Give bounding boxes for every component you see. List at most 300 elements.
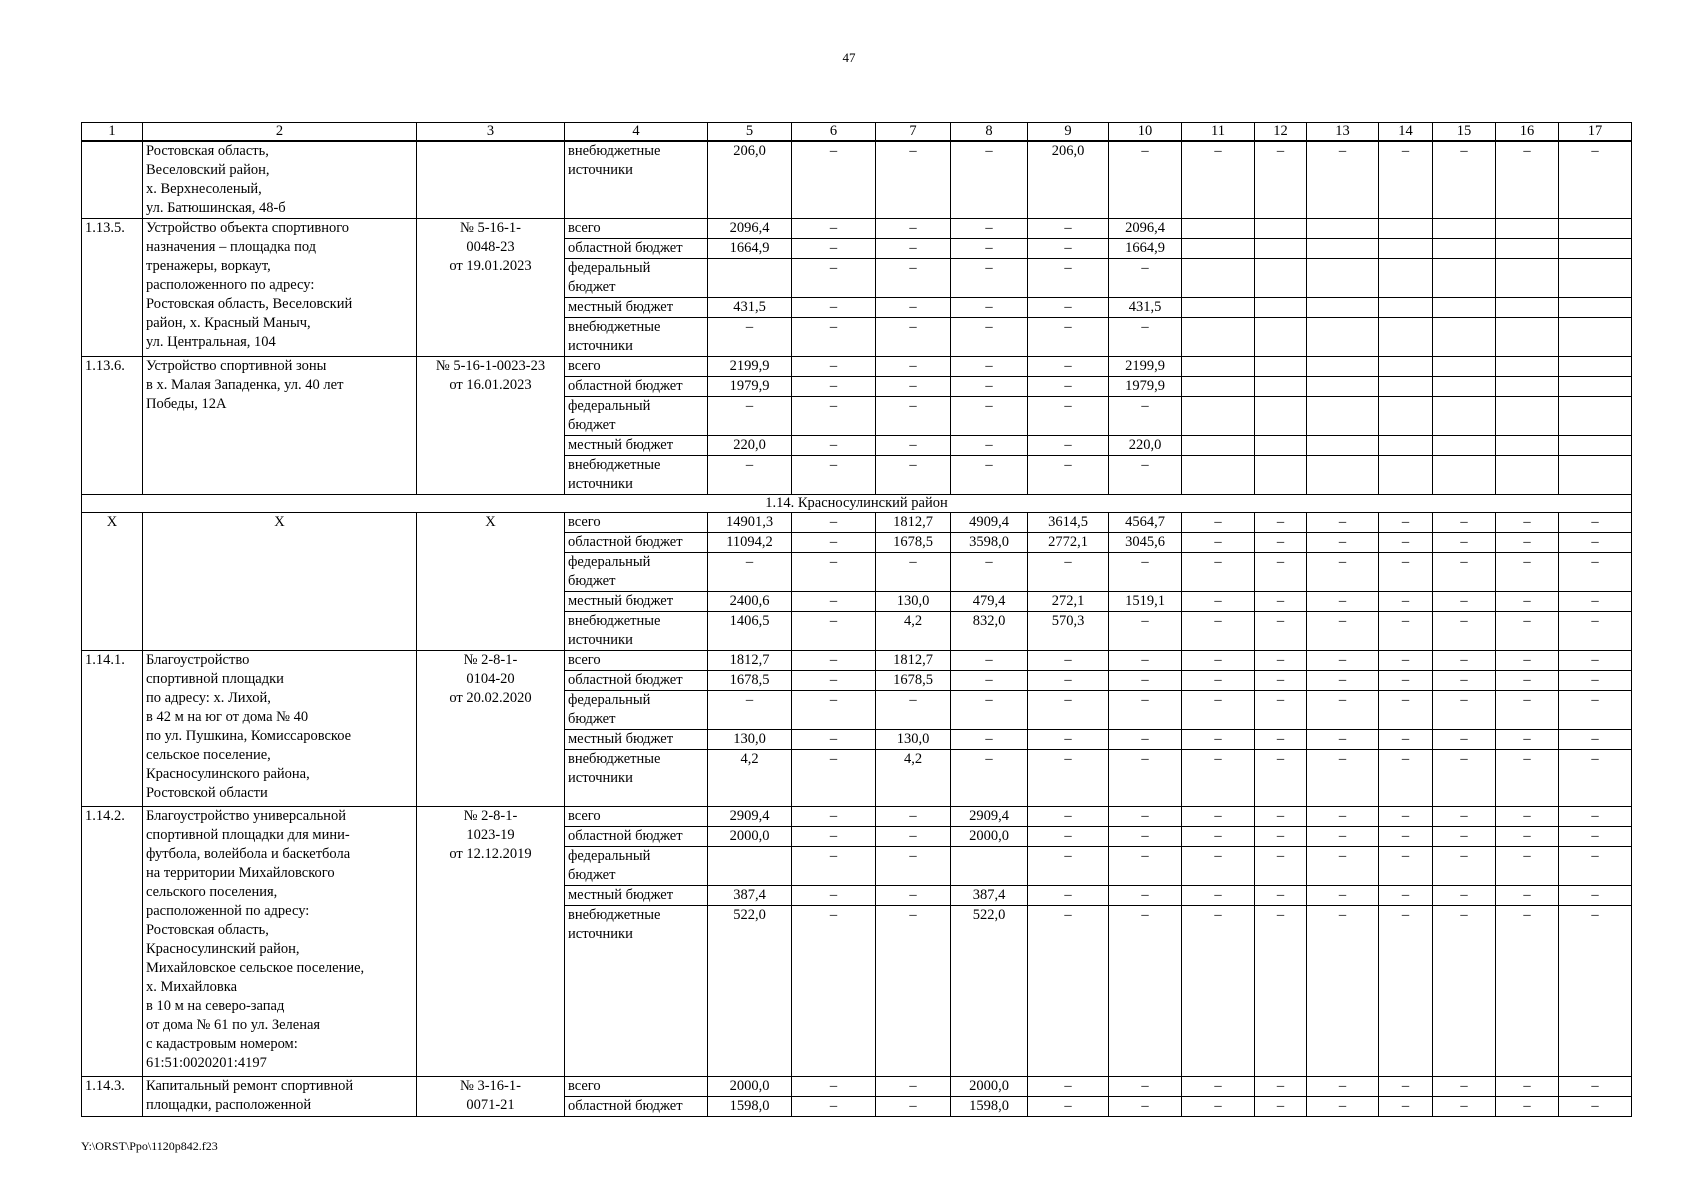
funding-source: всего (565, 807, 708, 827)
amount-cell: – (1028, 436, 1109, 456)
amount-cell: – (792, 456, 876, 495)
amount-cell: 1979,9 (708, 377, 792, 397)
table-row (82, 357, 1632, 377)
column-header: 1 (82, 123, 143, 142)
amount-cell (1307, 298, 1379, 318)
amount-cell: – (1028, 397, 1109, 436)
amount-cell: – (1255, 886, 1307, 906)
funding-source: местный бюджет (565, 886, 708, 906)
amount-cell: – (708, 397, 792, 436)
amount-cell: – (876, 1097, 951, 1117)
amount-cell: – (1109, 827, 1182, 847)
amount-cell: – (1496, 1077, 1559, 1097)
amount-cell: – (1109, 750, 1182, 807)
amount-cell (1307, 377, 1379, 397)
amount-cell: – (951, 318, 1028, 357)
amount-cell: 1812,7 (876, 513, 951, 533)
amount-cell (1496, 357, 1559, 377)
amount-cell: – (1559, 553, 1632, 592)
amount-cell: – (1379, 1077, 1433, 1097)
item-number: 1.14.3. (82, 1077, 143, 1117)
amount-cell (1182, 259, 1255, 298)
amount-cell: – (1028, 553, 1109, 592)
amount-cell: – (951, 750, 1028, 807)
amount-cell: 1519,1 (1109, 592, 1182, 612)
budget-table (81, 122, 1632, 1117)
amount-cell: – (1028, 651, 1109, 671)
amount-cell (1379, 377, 1433, 397)
amount-cell: – (1028, 219, 1109, 239)
amount-cell (1559, 219, 1632, 239)
amount-cell: – (951, 219, 1028, 239)
amount-cell (1559, 456, 1632, 495)
amount-cell: – (1433, 592, 1496, 612)
column-header: 17 (1559, 123, 1632, 142)
amount-cell: – (1433, 906, 1496, 1077)
amount-cell: – (876, 239, 951, 259)
amount-cell: – (1028, 239, 1109, 259)
amount-cell: 1598,0 (708, 1097, 792, 1117)
amount-cell: – (1379, 513, 1433, 533)
item-name: Капитальный ремонт спортивной площадки, расположенной (143, 1077, 417, 1117)
amount-cell: – (951, 691, 1028, 730)
amount-cell: – (1028, 298, 1109, 318)
funding-source: всего (565, 357, 708, 377)
amount-cell: 4,2 (876, 612, 951, 651)
amount-cell: – (1109, 906, 1182, 1077)
amount-cell: – (792, 671, 876, 691)
amount-cell: 522,0 (951, 906, 1028, 1077)
column-header: 7 (876, 123, 951, 142)
amount-cell: – (1255, 906, 1307, 1077)
amount-cell: – (1496, 651, 1559, 671)
amount-cell: – (1255, 750, 1307, 807)
amount-cell: – (792, 807, 876, 827)
amount-cell (1255, 456, 1307, 495)
amount-cell: – (1028, 671, 1109, 691)
amount-cell: – (1559, 1077, 1632, 1097)
amount-cell (1496, 397, 1559, 436)
amount-cell: – (792, 847, 876, 886)
amount-cell: – (1433, 671, 1496, 691)
amount-cell: – (1433, 141, 1496, 219)
table-row (82, 513, 1632, 533)
amount-cell (1559, 259, 1632, 298)
amount-cell: – (1109, 886, 1182, 906)
amount-cell: – (1255, 592, 1307, 612)
amount-cell: – (792, 141, 876, 219)
funding-source: федеральный бюджет (565, 259, 708, 298)
amount-cell: 2000,0 (708, 827, 792, 847)
amount-cell: – (1559, 827, 1632, 847)
column-header: 13 (1307, 123, 1379, 142)
funding-source: областной бюджет (565, 827, 708, 847)
amount-cell: – (792, 1097, 876, 1117)
item-number: Х (82, 513, 143, 651)
amount-cell: – (708, 553, 792, 592)
amount-cell (1379, 298, 1433, 318)
amount-cell: – (1559, 671, 1632, 691)
amount-cell (1307, 456, 1379, 495)
amount-cell: – (1307, 730, 1379, 750)
column-header: 9 (1028, 123, 1109, 142)
amount-cell: 3614,5 (1028, 513, 1109, 533)
column-header: 6 (792, 123, 876, 142)
amount-cell: 272,1 (1028, 592, 1109, 612)
amount-cell: – (1433, 807, 1496, 827)
table-row (82, 807, 1632, 827)
funding-source: внебюджетные источники (565, 906, 708, 1077)
amount-cell: – (792, 612, 876, 651)
amount-cell: – (1307, 847, 1379, 886)
amount-cell (1496, 456, 1559, 495)
amount-cell: 431,5 (708, 298, 792, 318)
amount-cell: – (1307, 651, 1379, 671)
funding-source: областной бюджет (565, 239, 708, 259)
amount-cell: – (1496, 592, 1559, 612)
amount-cell: – (1433, 651, 1496, 671)
amount-cell: – (1433, 513, 1496, 533)
item-document: № 2-8-1- 1023-19 от 12.12.2019 (417, 807, 565, 1077)
amount-cell: – (876, 1077, 951, 1097)
amount-cell: – (1109, 1077, 1182, 1097)
amount-cell: 14901,3 (708, 513, 792, 533)
page-number: 47 (842, 50, 856, 65)
item-name: Х (143, 513, 417, 651)
amount-cell: – (1433, 612, 1496, 651)
amount-cell: – (792, 239, 876, 259)
amount-cell (1182, 436, 1255, 456)
amount-cell: – (1028, 377, 1109, 397)
amount-cell: 130,0 (708, 730, 792, 750)
amount-cell: – (708, 456, 792, 495)
amount-cell (1433, 239, 1496, 259)
amount-cell: – (1307, 750, 1379, 807)
amount-cell: – (876, 141, 951, 219)
amount-cell: – (1379, 533, 1433, 553)
amount-cell: – (951, 671, 1028, 691)
amount-cell: – (951, 298, 1028, 318)
amount-cell (1496, 377, 1559, 397)
amount-cell: – (1307, 513, 1379, 533)
amount-cell: 387,4 (708, 886, 792, 906)
amount-cell: – (951, 259, 1028, 298)
funding-source: местный бюджет (565, 592, 708, 612)
amount-cell: – (792, 357, 876, 377)
amount-cell: – (1182, 671, 1255, 691)
amount-cell: 220,0 (708, 436, 792, 456)
amount-cell: – (1182, 592, 1255, 612)
amount-cell: – (792, 1077, 876, 1097)
amount-cell: 2909,4 (708, 807, 792, 827)
amount-cell: – (1433, 827, 1496, 847)
amount-cell: – (1182, 847, 1255, 886)
amount-cell: – (792, 651, 876, 671)
amount-cell: – (1028, 886, 1109, 906)
amount-cell (1433, 397, 1496, 436)
amount-cell: – (951, 436, 1028, 456)
amount-cell: – (1379, 141, 1433, 219)
amount-cell: – (1255, 513, 1307, 533)
amount-cell: – (1182, 612, 1255, 651)
amount-cell: 2772,1 (1028, 533, 1109, 553)
amount-cell: – (1496, 807, 1559, 827)
amount-cell: – (951, 357, 1028, 377)
amount-cell: – (792, 219, 876, 239)
amount-cell: – (1559, 612, 1632, 651)
amount-cell (1182, 397, 1255, 436)
amount-cell: 1812,7 (708, 651, 792, 671)
item-name: Благоустройство универсальной спортивной площадки для мини- футбола, волейбола и баскетбола на территории Михайловского сельского поселения, расположенной по адресу: Ростовская область, Красносулинский район, Михайловское сельское поселение, х. Михайловка в 10 м на северо-запад от дома № 61 по ул. Зеленая с кадастровым номером: 61:51:0020201:4197 (143, 807, 417, 1077)
amount-cell: 3598,0 (951, 533, 1028, 553)
amount-cell: – (1559, 730, 1632, 750)
amount-cell: – (1109, 259, 1182, 298)
amount-cell: – (876, 357, 951, 377)
amount-cell: 220,0 (1109, 436, 1182, 456)
amount-cell (1255, 436, 1307, 456)
file-path-footer: Y:\ORST\Ppo\1120p842.f23 (81, 1139, 218, 1153)
amount-cell: – (876, 807, 951, 827)
amount-cell (1379, 318, 1433, 357)
amount-cell: 206,0 (1028, 141, 1109, 219)
amount-cell: – (1379, 886, 1433, 906)
amount-cell: 387,4 (951, 886, 1028, 906)
amount-cell: – (1109, 730, 1182, 750)
amount-cell (1379, 357, 1433, 377)
amount-cell (1255, 397, 1307, 436)
amount-cell: – (1496, 730, 1559, 750)
amount-cell: – (1496, 1097, 1559, 1117)
amount-cell: – (1109, 456, 1182, 495)
amount-cell (1559, 377, 1632, 397)
amount-cell (1433, 318, 1496, 357)
amount-cell: – (1379, 807, 1433, 827)
amount-cell: – (951, 141, 1028, 219)
amount-cell: 2000,0 (951, 827, 1028, 847)
column-header: 12 (1255, 123, 1307, 142)
amount-cell: – (1379, 553, 1433, 592)
amount-cell: – (1379, 1097, 1433, 1117)
amount-cell (1496, 318, 1559, 357)
amount-cell: – (792, 298, 876, 318)
amount-cell: – (1255, 612, 1307, 651)
amount-cell: – (951, 239, 1028, 259)
amount-cell (1433, 436, 1496, 456)
amount-cell: – (1307, 807, 1379, 827)
amount-cell: – (1496, 847, 1559, 886)
item-document (417, 141, 565, 219)
item-number (82, 141, 143, 219)
amount-cell (1307, 259, 1379, 298)
section-title: 1.14. Красносулинский район (82, 495, 1632, 513)
amount-cell: – (1307, 1097, 1379, 1117)
amount-cell (1307, 397, 1379, 436)
amount-cell: – (1433, 730, 1496, 750)
amount-cell: – (1496, 141, 1559, 219)
amount-cell: – (1433, 533, 1496, 553)
amount-cell: – (1255, 1077, 1307, 1097)
funding-source: внебюджетные источники (565, 318, 708, 357)
amount-cell: – (792, 886, 876, 906)
amount-cell: – (792, 259, 876, 298)
amount-cell: – (1182, 553, 1255, 592)
amount-cell: – (792, 730, 876, 750)
item-name: Устройство объекта спортивного назначения – площадка под тренажеры, воркаут, расположенного по адресу: Ростовская область, Веселовский район, х. Красный Маныч, ул. Центральная, 104 (143, 219, 417, 357)
amount-cell: – (1182, 750, 1255, 807)
amount-cell (1182, 377, 1255, 397)
item-document: № 3-16-1- 0071-21 (417, 1077, 565, 1117)
amount-cell: – (792, 513, 876, 533)
amount-cell: – (1182, 1097, 1255, 1117)
column-header: 15 (1433, 123, 1496, 142)
amount-cell: – (1028, 827, 1109, 847)
amount-cell: – (1379, 612, 1433, 651)
funding-source: федеральный бюджет (565, 847, 708, 886)
amount-cell (1379, 239, 1433, 259)
amount-cell: – (1379, 827, 1433, 847)
funding-source: местный бюджет (565, 436, 708, 456)
amount-cell (1182, 298, 1255, 318)
amount-cell: 570,3 (1028, 612, 1109, 651)
amount-cell: – (1255, 533, 1307, 553)
amount-cell: – (1559, 592, 1632, 612)
amount-cell: – (951, 397, 1028, 436)
amount-cell: – (876, 827, 951, 847)
amount-cell: 206,0 (708, 141, 792, 219)
amount-cell: – (1182, 651, 1255, 671)
amount-cell: – (1255, 651, 1307, 671)
amount-cell (1379, 397, 1433, 436)
amount-cell: – (1559, 750, 1632, 807)
amount-cell (1379, 219, 1433, 239)
amount-cell: 11094,2 (708, 533, 792, 553)
amount-cell: – (1496, 906, 1559, 1077)
amount-cell (1255, 377, 1307, 397)
funding-source: федеральный бюджет (565, 397, 708, 436)
amount-cell (1433, 456, 1496, 495)
amount-cell: 3045,6 (1109, 533, 1182, 553)
amount-cell: – (1182, 533, 1255, 553)
amount-cell: – (1182, 1077, 1255, 1097)
amount-cell: – (1255, 847, 1307, 886)
amount-cell: 4909,4 (951, 513, 1028, 533)
amount-cell: – (1109, 691, 1182, 730)
amount-cell: – (1028, 318, 1109, 357)
amount-cell: – (1307, 906, 1379, 1077)
amount-cell: – (1559, 886, 1632, 906)
amount-cell (1496, 436, 1559, 456)
funding-source: областной бюджет (565, 671, 708, 691)
amount-cell: – (1028, 730, 1109, 750)
amount-cell: – (1028, 456, 1109, 495)
funding-source: внебюджетные источники (565, 750, 708, 807)
amount-cell (1255, 239, 1307, 259)
amount-cell: – (1182, 827, 1255, 847)
amount-cell (1559, 239, 1632, 259)
amount-cell: 1664,9 (708, 239, 792, 259)
amount-cell: – (1379, 691, 1433, 730)
amount-cell: – (1496, 553, 1559, 592)
amount-cell: 4,2 (876, 750, 951, 807)
amount-cell: – (1307, 592, 1379, 612)
amount-cell: 2400,6 (708, 592, 792, 612)
amount-cell: – (1109, 807, 1182, 827)
amount-cell (1559, 298, 1632, 318)
amount-cell: – (1182, 513, 1255, 533)
amount-cell: – (876, 397, 951, 436)
amount-cell: 130,0 (876, 592, 951, 612)
column-header: 16 (1496, 123, 1559, 142)
item-name: Ростовская область, Веселовский район, х. Верхнесоленый, ул. Батюшинская, 48-б (143, 141, 417, 219)
amount-cell: – (1109, 651, 1182, 671)
amount-cell: – (792, 436, 876, 456)
item-number: 1.13.6. (82, 357, 143, 495)
amount-cell (1307, 436, 1379, 456)
amount-cell: – (876, 456, 951, 495)
amount-cell (1496, 219, 1559, 239)
column-header: 14 (1379, 123, 1433, 142)
amount-cell (1433, 298, 1496, 318)
amount-cell: 4564,7 (1109, 513, 1182, 533)
amount-cell: – (1559, 906, 1632, 1077)
amount-cell (1255, 259, 1307, 298)
amount-cell: – (1028, 750, 1109, 807)
amount-cell: 2000,0 (951, 1077, 1028, 1097)
amount-cell: – (1559, 513, 1632, 533)
amount-cell: – (1307, 671, 1379, 691)
amount-cell: – (1559, 141, 1632, 219)
amount-cell (1496, 259, 1559, 298)
amount-cell: – (1496, 612, 1559, 651)
amount-cell (1255, 298, 1307, 318)
amount-cell: – (1255, 807, 1307, 827)
amount-cell: – (1028, 1097, 1109, 1117)
amount-cell: – (1028, 691, 1109, 730)
amount-cell: – (876, 318, 951, 357)
column-header: 5 (708, 123, 792, 142)
amount-cell (1255, 318, 1307, 357)
amount-cell: – (1433, 750, 1496, 807)
amount-cell: – (876, 553, 951, 592)
amount-cell: – (708, 318, 792, 357)
amount-cell: – (1028, 807, 1109, 827)
amount-cell: – (1255, 1097, 1307, 1117)
amount-cell: – (792, 377, 876, 397)
amount-cell: – (1109, 553, 1182, 592)
amount-cell (1182, 318, 1255, 357)
amount-cell: – (1182, 807, 1255, 827)
amount-cell: – (1433, 886, 1496, 906)
column-header: 2 (143, 123, 417, 142)
amount-cell: – (1109, 141, 1182, 219)
amount-cell: – (876, 219, 951, 239)
amount-cell: – (876, 691, 951, 730)
amount-cell (1255, 219, 1307, 239)
amount-cell: – (1379, 730, 1433, 750)
amount-cell: 1678,5 (708, 671, 792, 691)
amount-cell: – (951, 651, 1028, 671)
amount-cell (1433, 377, 1496, 397)
amount-cell: – (1496, 513, 1559, 533)
amount-cell: – (1307, 886, 1379, 906)
amount-cell: – (1559, 847, 1632, 886)
funding-source: областной бюджет (565, 533, 708, 553)
table-header-row (82, 123, 1632, 142)
amount-cell: – (792, 397, 876, 436)
amount-cell (1182, 456, 1255, 495)
amount-cell: – (1182, 886, 1255, 906)
funding-source: всего (565, 1077, 708, 1097)
